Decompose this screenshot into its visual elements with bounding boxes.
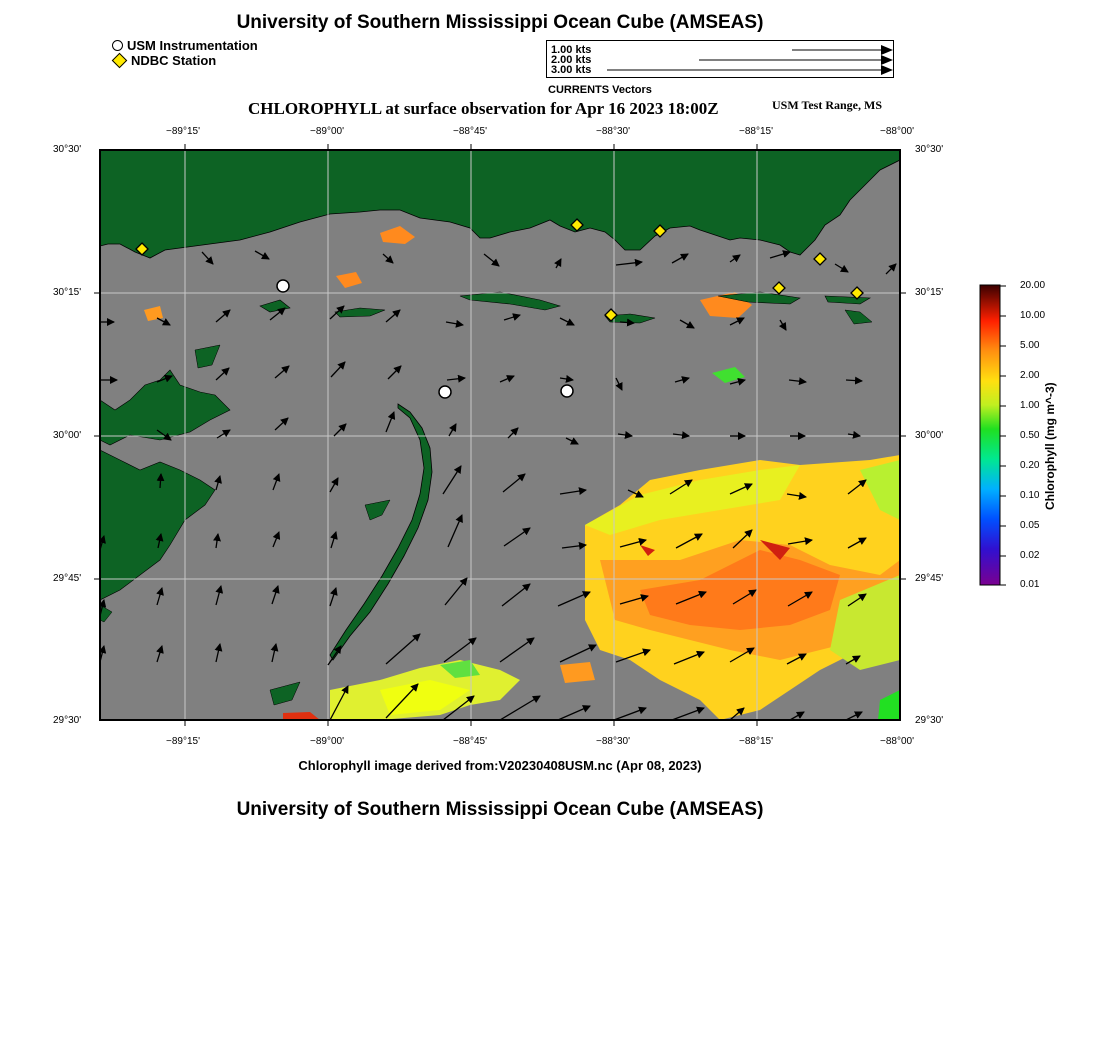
map-title: CHLOROPHYLL at surface observation for Apr 16 2023 18:00Z xyxy=(248,99,719,118)
colorbar-tick-9: 0.05 xyxy=(1020,520,1040,531)
colorbar-tick-10: 0.02 xyxy=(1020,550,1040,561)
lon-tick-top-5: −88°15' xyxy=(739,126,773,137)
colorbar-tick-1: 20.00 xyxy=(1020,280,1046,291)
lon-tick-bottom-5: −88°15' xyxy=(739,736,773,747)
lat-tick-right-5: 29°30' xyxy=(915,715,944,726)
lon-tick-bottom-6: −88°00' xyxy=(880,736,914,747)
lon-tick-bottom-3: −88°45' xyxy=(453,736,487,747)
lat-tick-left-4: 29°45' xyxy=(53,573,82,584)
footer-title: University of Southern Mississippi Ocean Cube (AMSEAS) xyxy=(236,799,764,820)
lon-tick-top-6: −88°00' xyxy=(880,126,914,137)
vector-key-caption: CURRENTS Vectors xyxy=(548,84,652,96)
colorbar-tick-7: 0.20 xyxy=(1020,460,1040,471)
colorbar-tick-6: 0.50 xyxy=(1020,430,1040,441)
vector-key-label-3: 3.00 kts xyxy=(551,64,592,76)
lat-tick-right-4: 29°45' xyxy=(915,573,944,584)
lon-tick-top-1: −89°15' xyxy=(166,126,200,137)
lat-tick-left-2: 30°15' xyxy=(53,287,82,298)
colorbar-tick-8: 0.10 xyxy=(1020,490,1040,501)
lat-tick-left-1: 30°30' xyxy=(53,144,82,155)
lon-tick-bottom-1: −89°15' xyxy=(166,736,200,747)
legend-ndbc-label: NDBC Station xyxy=(131,53,217,68)
colorbar-tick-5: 1.00 xyxy=(1020,400,1040,411)
lat-tick-right-2: 30°15' xyxy=(915,287,944,298)
source-line: Chlorophyll image derived from:V20230408USM.nc (Apr 08, 2023) xyxy=(298,758,702,773)
vector-key-label-1: 1.00 kts xyxy=(551,44,592,56)
colorbar-tick-2: 10.00 xyxy=(1020,310,1046,321)
colorbar-tick-11: 0.01 xyxy=(1020,579,1040,590)
vector-key-label-2: 2.00 kts xyxy=(551,54,592,66)
colorbar-label: Chlorophyll (mg m^-3) xyxy=(1043,382,1057,510)
range-label: USM Test Range, MS xyxy=(772,98,883,112)
lat-tick-right-1: 30°30' xyxy=(915,144,944,155)
lat-tick-right-3: 30°00' xyxy=(915,430,944,441)
page-title: University of Southern Mississippi Ocean Cube (AMSEAS) xyxy=(236,12,764,33)
lon-tick-bottom-4: −88°30' xyxy=(596,736,630,747)
colorbar-tick-4: 2.00 xyxy=(1020,370,1040,381)
lon-tick-top-2: −89°00' xyxy=(310,126,344,137)
lat-tick-left-5: 29°30' xyxy=(53,715,82,726)
lon-tick-bottom-2: −89°00' xyxy=(310,736,344,747)
lat-tick-left-3: 30°00' xyxy=(53,430,82,441)
lon-tick-top-3: −88°45' xyxy=(453,126,487,137)
colorbar xyxy=(980,285,1000,585)
legend-usm-label: USM Instrumentation xyxy=(127,38,258,53)
colorbar-tick-3: 5.00 xyxy=(1020,340,1040,351)
lon-tick-top-4: −88°30' xyxy=(596,126,630,137)
